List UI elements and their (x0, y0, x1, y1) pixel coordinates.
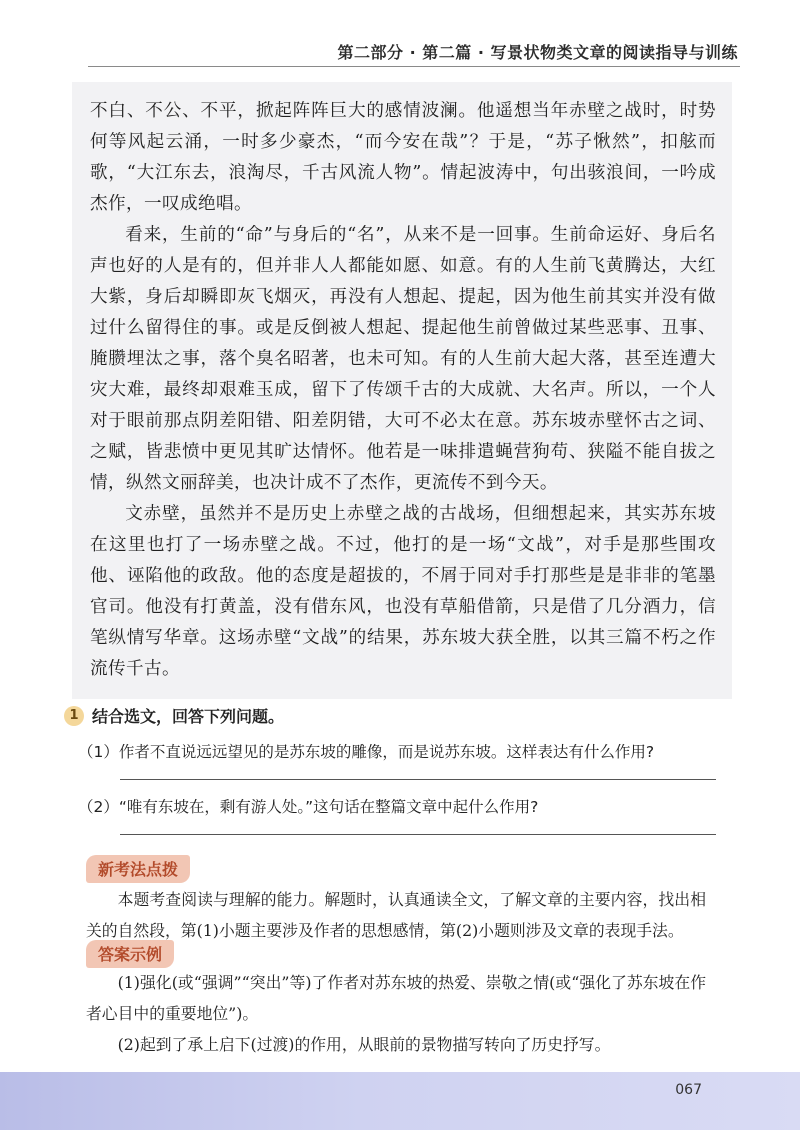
answer-examples (86, 967, 706, 1060)
reading-passage (72, 82, 732, 699)
answer-1: (1)强化(或“强调”“突出”等)了作者对苏东坡的热爱、崇敬之情(或“强化了苏东坡在作者心目中的重要地位”)。 (86, 973, 706, 1023)
passage-paragraph-1: 不白、不公、不平，掀起阵阵巨大的感情波澜。他遥想当年赤壁之战时，时势何等风起云涌，一时多少豪杰，“而今安在哉”？于是，“苏子愀然”，扣舷而歌，“大江东去，浪淘尽，千古风流人物”。情起波涛中，句出骇浪间，一吟成杰作，一叹成绝唱。 (90, 101, 716, 214)
sub-question-1: （1）作者不直说远远望见的是苏东坡的雕像，而是说苏东坡。这样表达有什么作用? (78, 743, 655, 761)
question-title-text: 结合选文，回答下列问题。 (92, 707, 285, 726)
footer-band (0, 1072, 800, 1130)
answer-line-1[interactable] (120, 779, 716, 780)
answer-2: (2)起到了承上启下(过渡)的作用，从眼前的景物描写转向了历史抒写。 (117, 1035, 611, 1054)
question-block (64, 704, 724, 835)
sub-question-2: （2）“唯有东坡在，剩有游人处。”这句话在整篇文章中起什么作用? (78, 798, 539, 816)
page-number: 067 (675, 1082, 702, 1098)
analysis-tag: 新考法点拨 (86, 855, 190, 883)
answer-line-2[interactable] (120, 834, 716, 835)
running-head: 第二部分 · 第二篇 · 写景状物类文章的阅读指导与训练 (337, 43, 738, 62)
passage-paragraph-3: 文赤壁，虽然并不是历史上赤壁之战的古战场，但细想起来，其实苏东坡在这里也打了一场赤壁之战。不过，他打的是一场“文战”，对手是那些围攻他、诬陷他的政敌。他的态度是超拔的，不屑于同对手打那些是是非非的笔墨官司。他没有打黄盖，没有借东风，也没有草船借箭，只是借了几分酒力，信笔纵情写华章。这场赤壁“文战”的结果，苏东坡大获全胜，以其三篇不朽之作流传千古。 (90, 504, 716, 679)
passage-paragraph-2: 看来，生前的“命”与身后的“名”，从来不是一回事。生前命运好、身后名声也好的人是有的，但并非人人都能如愿、如意。有的人生前飞黄腾达，大红大紫，身后却瞬即灰飞烟灭，再没有人想起、提起，因为他生前其实并没有做过什么留得住的事。或是反倒被人想起、提起他生前曾做过某些恶事、丑事、腌臜埋汰之事，落个臭名昭著，也未可知。有的人生前大起大落，甚至连遭大灾大难，最终却艰难玉成，留下了传颂千古的大成就、大名声。所以，一个人对于眼前那点阴差阳错、阳差阴错，大可不必太在意。苏东坡赤壁怀古之词、之赋，皆悲愤中更见其旷达情怀。他若是一味排遣蝇营狗苟、狭隘不能自拔之情，纵然文丽辞美，也决计成不了杰作，更流传不到今天。 (90, 225, 716, 493)
question-title (64, 704, 724, 727)
header-rule (88, 66, 740, 67)
analysis-text: 本题考查阅读与理解的能力。解题时，认真通读全文，了解文章的主要内容，找出相关的自然段，第(1)小题主要涉及作者的思想感情，第(2)小题则涉及文章的表现手法。 (86, 890, 706, 940)
answer-example-tag: 答案示例 (86, 940, 174, 968)
question-number-badge: 1 (64, 706, 84, 726)
